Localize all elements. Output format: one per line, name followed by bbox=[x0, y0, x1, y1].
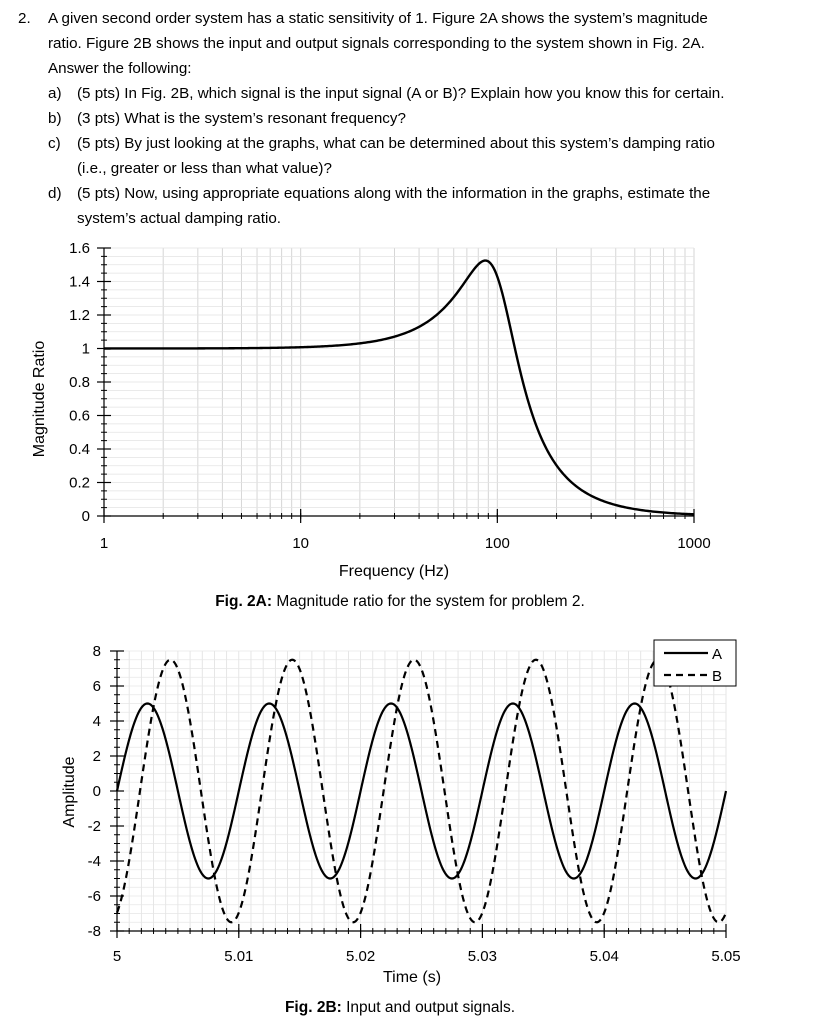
fig2a-ytick-label: 0.2 bbox=[69, 474, 90, 492]
part-b-text: (3 pts) What is the system’s resonant frequency? bbox=[77, 110, 406, 127]
intro-line-3: Answer the following: bbox=[48, 60, 192, 77]
intro-line-1: A given second order system has a static sensitivity of 1. Figure 2A shows the system’s magnitude bbox=[48, 10, 708, 27]
fig2b-xlabel: Time (s) bbox=[382, 969, 442, 986]
fig2a-ylabel: Magnitude Ratio bbox=[31, 340, 48, 458]
fig2a-ytick-label: 0.4 bbox=[69, 441, 90, 458]
fig2b-ytick-label: 8 bbox=[92, 643, 101, 660]
fig2b-ytick-label: 0 bbox=[92, 783, 101, 800]
fig2b-xtick-label: 5.01 bbox=[224, 948, 254, 965]
fig2a-ytick-label: 1.6 bbox=[69, 240, 90, 257]
fig2b-caption-text: Input and output signals. bbox=[341, 999, 516, 1016]
fig2b-legend bbox=[654, 640, 736, 686]
fig2b-xtick-label: 5.05 bbox=[711, 948, 741, 965]
fig2b-ytick-label: -2 bbox=[87, 818, 101, 835]
fig2a-caption-text: Magnitude ratio for the system for problem 2. bbox=[272, 593, 585, 610]
fig2b-xtick-label: 5.04 bbox=[589, 948, 619, 965]
legend-box bbox=[654, 640, 736, 686]
fig2b-xtick-label: 5.03 bbox=[467, 948, 498, 965]
fig2a-ytick-label: 0.6 bbox=[69, 407, 90, 425]
fig2b-ytick-label: -4 bbox=[87, 853, 101, 870]
fig2b-ytick-label: -8 bbox=[87, 923, 101, 940]
legend-label-b: B bbox=[712, 668, 723, 685]
part-a-label: a) bbox=[48, 85, 62, 102]
fig2a-ytick-label: 1.2 bbox=[69, 307, 90, 324]
fig2a-xtick-label: 1 bbox=[99, 535, 109, 552]
intro-line-2: ratio. Figure 2B shows the input and output signals corresponding to the system shown in Fig. 2A. bbox=[48, 35, 705, 52]
part-c-text-2: (i.e., greater or less than what value)? bbox=[77, 160, 332, 177]
part-d-text-1: (5 pts) Now, using appropriate equations along with the information in the graphs, estimate the bbox=[77, 185, 711, 202]
fig2a-xlabel: Frequency (Hz) bbox=[338, 563, 450, 580]
fig2b-ytick-label: 2 bbox=[92, 748, 101, 765]
fig2a-xtick-label: 10 bbox=[292, 535, 310, 552]
part-d-text-2: system’s actual damping ratio. bbox=[77, 210, 282, 227]
part-b-label: b) bbox=[48, 110, 62, 127]
part-c-label: c) bbox=[48, 135, 61, 152]
legend-label-a: A bbox=[712, 646, 723, 663]
fig2b-ytick-label: 4 bbox=[92, 713, 101, 730]
fig2a-xtick-label: 1000 bbox=[677, 535, 711, 552]
part-d-label: d) bbox=[48, 185, 62, 202]
fig2b-ticks bbox=[88, 643, 741, 965]
fig2b-xtick-label: 5.02 bbox=[345, 948, 376, 965]
part-c-text-1: (5 pts) By just looking at the graphs, what can be determined about this system’s damping ratio bbox=[77, 135, 715, 152]
fig2a-ytick-label: 0.8 bbox=[69, 374, 90, 391]
fig2b-caption bbox=[285, 999, 515, 1016]
fig2a-ytick-label: 0 bbox=[81, 508, 90, 525]
fig2a-ytick-label: 1 bbox=[81, 340, 90, 358]
fig2b-xtick-label: 5 bbox=[112, 948, 122, 965]
fig2b-ytick-label: 6 bbox=[92, 678, 101, 695]
problem-number: 2. bbox=[18, 10, 31, 27]
fig2a-caption-bold: Fig. 2A: bbox=[215, 593, 273, 610]
fig2a-ytick-label: 1.4 bbox=[69, 273, 90, 291]
fig2a-xtick-label: 100 bbox=[484, 535, 510, 552]
fig2b-ylabel: Amplitude bbox=[61, 756, 78, 828]
fig2b-caption-bold: Fig. 2B: bbox=[284, 999, 342, 1016]
fig2b-ytick-label: -6 bbox=[87, 888, 101, 905]
part-a-text: (5 pts) In Fig. 2B, which signal is the input signal (A or B)? Explain how you know this for certain. bbox=[77, 85, 725, 102]
